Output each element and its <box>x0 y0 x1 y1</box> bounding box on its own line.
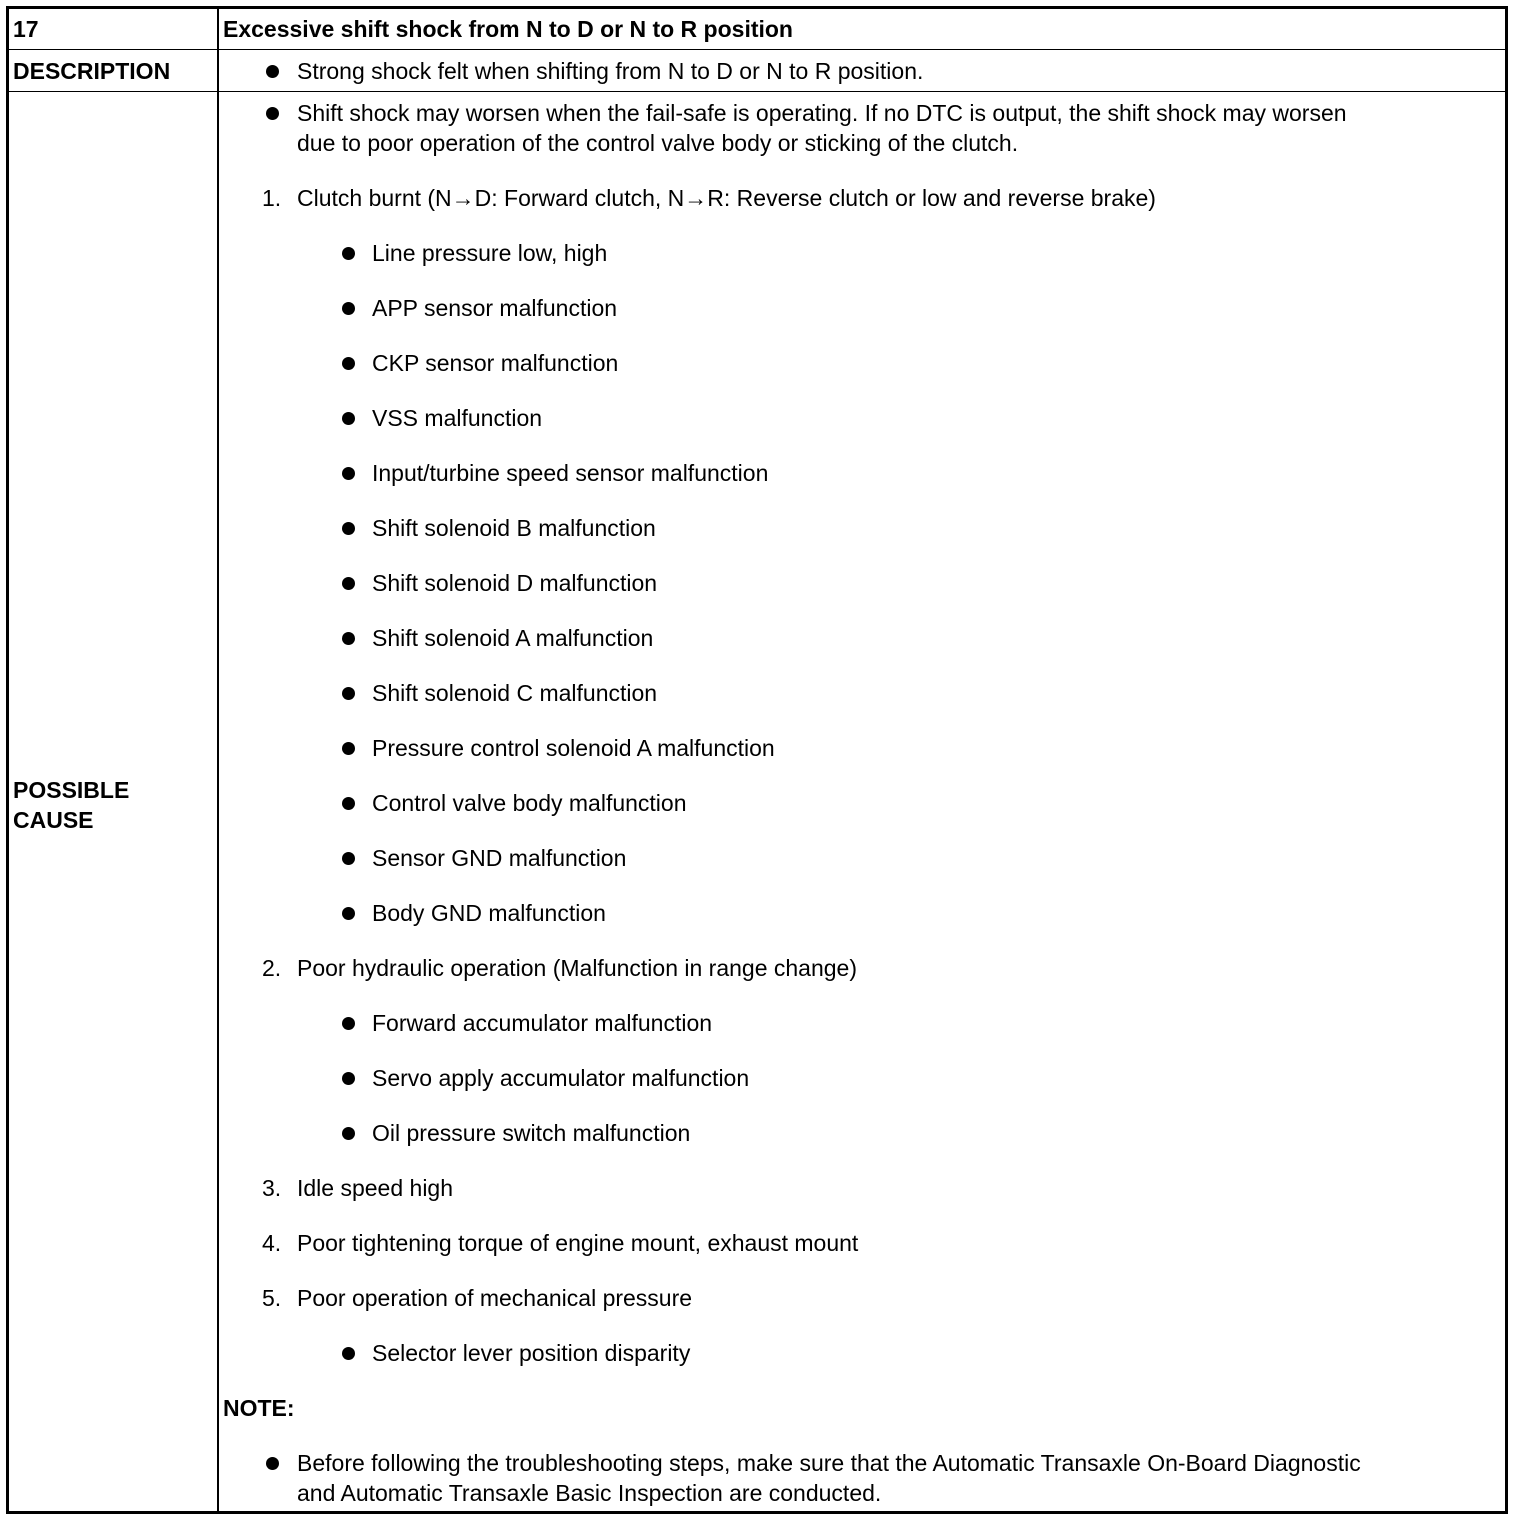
bullet-icon <box>342 357 355 370</box>
bullet-icon <box>266 65 279 78</box>
cause-subitem: Shift solenoid B malfunction <box>372 515 656 541</box>
bullet-icon <box>342 687 355 700</box>
cause-subitem: Oil pressure switch malfunction <box>372 1120 691 1146</box>
cause-subitem: Pressure control solenoid A malfunction <box>372 735 775 761</box>
cause-number: 3. <box>262 1175 282 1201</box>
bullet-icon <box>266 1457 279 1470</box>
bullet-icon <box>342 907 355 920</box>
bullet-icon <box>266 107 279 120</box>
cause-item: Poor tightening torque of engine mount, exhaust mount <box>297 1230 859 1256</box>
cause-subitem: VSS malfunction <box>372 405 543 431</box>
bullet-icon <box>342 852 355 865</box>
cause-subitem: Shift solenoid C malfunction <box>372 680 658 706</box>
bullet-icon <box>342 1127 355 1140</box>
cause-number: 5. <box>262 1285 282 1311</box>
bullet-icon <box>342 1072 355 1085</box>
bullet-icon <box>342 577 355 590</box>
bullet-icon <box>342 522 355 535</box>
bullet-icon <box>342 302 355 315</box>
cause-subitem: Servo apply accumulator malfunction <box>372 1065 750 1091</box>
bullet-icon <box>342 467 355 480</box>
bullet-icon <box>342 742 355 755</box>
cause-subitem: CKP sensor malfunction <box>372 350 619 376</box>
description-text: Strong shock felt when shifting from N to D or N to R position. <box>297 58 924 84</box>
intro-text-line: Shift shock may worsen when the fail-safe is operating. If no DTC is output, the shift shock may worsen <box>297 100 1347 126</box>
note-text-line: Before following the troubleshooting steps, make sure that the Automatic Transaxle On-Board Diagnostic <box>297 1450 1361 1476</box>
cause-subitem: Shift solenoid D malfunction <box>372 570 658 596</box>
intro-text-line: due to poor operation of the control valve body or sticking of the clutch. <box>297 130 1019 156</box>
cause-item: Poor hydraulic operation (Malfunction in range change) <box>297 955 857 981</box>
bullet-icon <box>342 412 355 425</box>
bullet-icon <box>342 247 355 260</box>
cause-subitem: Sensor GND malfunction <box>372 845 627 871</box>
row-divider-description <box>9 91 1505 92</box>
possible-cause-label: POSSIBLE CAUSE <box>13 777 130 833</box>
cause-subitem: Line pressure low, high <box>372 240 608 266</box>
row-divider-header <box>9 49 1505 50</box>
cause-subitem: Body GND malfunction <box>372 900 606 926</box>
description-label: DESCRIPTION <box>13 58 171 84</box>
cause-subitem: Selector lever position disparity <box>372 1340 691 1366</box>
cause-subitem: Control valve body malfunction <box>372 790 687 816</box>
cause-subitem: Shift solenoid A malfunction <box>372 625 654 651</box>
cause-item: Clutch burnt (N→D: Forward clutch, N→R: Reverse clutch or low and reverse brake) <box>297 185 1156 211</box>
cause-item: Idle speed high <box>297 1175 454 1201</box>
cause-number: 2. <box>262 955 282 981</box>
cause-number: 1. <box>262 185 282 211</box>
cause-item: Poor operation of mechanical pressure <box>297 1285 693 1311</box>
bullet-icon <box>342 632 355 645</box>
cause-subitem: Input/turbine speed sensor malfunction <box>372 460 769 486</box>
bullet-icon <box>342 797 355 810</box>
column-divider <box>217 9 219 1511</box>
symptom-title: Excessive shift shock from N to D or N to R position <box>223 16 793 42</box>
note-text-line: and Automatic Transaxle Basic Inspection are conducted. <box>297 1480 882 1506</box>
cause-subitem: Forward accumulator malfunction <box>372 1010 713 1036</box>
note-label: NOTE: <box>223 1395 295 1421</box>
troubleshooting-table <box>6 6 1508 1514</box>
bullet-icon <box>342 1017 355 1030</box>
cause-subitem: APP sensor malfunction <box>372 295 618 321</box>
bullet-icon <box>342 1347 355 1360</box>
cause-number: 4. <box>262 1230 282 1256</box>
symptom-number: 17 <box>13 16 39 42</box>
